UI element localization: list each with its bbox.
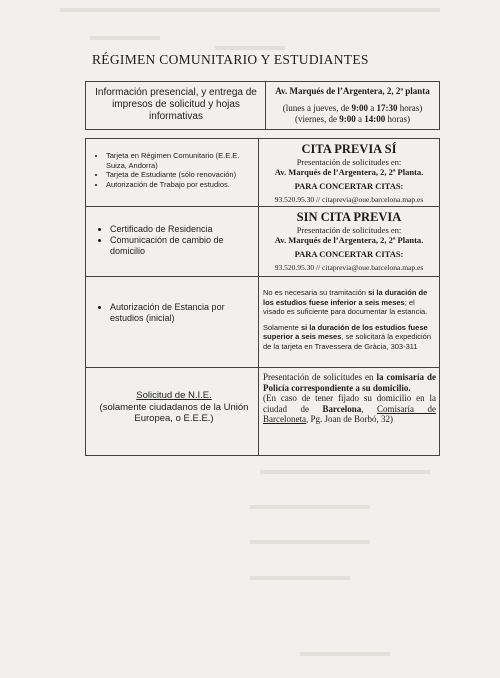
row2-heading: SIN CITA PREVIA — [296, 210, 402, 224]
bleed-through-bar — [250, 505, 370, 509]
row1-line1: Presentación de solicitudes en: — [296, 157, 402, 167]
row3-note-long-stay: Solamente si la duración de los estudios fuese superior a seis meses, se solicitará la expedición de la tarjeta en Travessera de Gràcia, 303-311 — [263, 322, 432, 351]
bleed-through-bar — [60, 8, 440, 12]
bleed-through-bar — [90, 36, 160, 40]
table-row-divider — [86, 276, 439, 277]
row2-appointments-label: PARA CONCERTAR CITAS: — [294, 249, 404, 259]
list-item: • Certificado de Residencia — [110, 224, 258, 235]
row4-notes — [263, 372, 436, 425]
procedures-table — [85, 138, 440, 456]
row1-document-list — [92, 151, 256, 189]
row1-appointments-label: PARA CONCERTAR CITAS: — [294, 181, 404, 191]
row2-document-list — [96, 224, 258, 257]
row2-appointment-info — [259, 210, 439, 272]
row3-notes — [263, 288, 436, 351]
info-address: Av. Marqués de l’Argentera, 2, 2ª planta — [275, 86, 430, 96]
info-hours-weekdays: (lunes a jueves, de 9:00 a 17:30 horas) — [282, 103, 423, 113]
row4-nie-title: Solicitud de N.I.E. — [136, 390, 212, 401]
row3-document-list — [96, 302, 256, 324]
info-details — [266, 86, 439, 125]
row4-nie-request — [92, 390, 256, 425]
row2-contact: 93.520.95.30 // citaprevia@oue.barcelona.map.es — [274, 263, 424, 272]
info-box — [85, 81, 440, 130]
row1-contact: 93.520.95.30 // citaprevia@oue.barcelona.map.es — [274, 195, 424, 204]
row3-note-short-stay: No es necesaria su tramitación si la duración de los estudios fuese inferior a seis meses; el visado es suficiente para documentar la estancia. — [263, 288, 428, 316]
bleed-through-bar — [260, 470, 430, 474]
list-item: • Tarjeta en Régimen Comunitario (E.E.E. Suiza, Andorra) — [106, 151, 256, 170]
row1-address: Av. Marqués de l’Argentera, 2, 2ª Planta. — [274, 167, 424, 177]
bleed-through-bar — [250, 540, 370, 544]
row4-note-police: Presentación de solicitudes en la comisaría de Policía correspondiente a su domicilio. — [263, 372, 436, 393]
list-item: • Autorización de Estancia por estudios (inicial) — [110, 302, 256, 324]
info-description: Información presencial, y entrega de impresos de solicitud y hojas informativas — [95, 87, 257, 122]
table-row-divider — [86, 367, 439, 368]
info-hours-friday: (viernes, de 9:00 a 14:00 horas) — [295, 114, 410, 124]
row2-line1: Presentación de solicitudes en: — [296, 225, 402, 235]
row1-heading: CITA PREVIA SÍ — [301, 142, 397, 156]
row4-note-barcelona: (En caso de tener fijado su domicilio en la ciudad de Barcelona, Comisaría de Barceloneta, Pg. Joan de Borbó, 32) — [263, 393, 436, 424]
list-item: • Comunicación de cambio de domicilio — [110, 235, 258, 257]
bleed-through-bar — [300, 652, 390, 656]
row1-appointment-info — [259, 142, 439, 204]
list-item: • Autorización de Trabajo por estudios. — [106, 180, 256, 190]
row2-address: Av. Marqués de l’Argentera, 2, 2ª Planta. — [274, 235, 424, 245]
bleed-through-bar — [215, 46, 285, 50]
table-row-divider — [86, 206, 439, 207]
list-item: • Tarjeta de Estudiante (sólo renovación) — [106, 170, 256, 180]
page-title: RÉGIMEN COMUNITARIO Y ESTUDIANTES — [92, 52, 369, 67]
row4-nie-subtitle: (solamente ciudadanos de la Unión Europea, o E.E.E.) — [99, 401, 249, 424]
bleed-through-bar — [250, 576, 350, 580]
